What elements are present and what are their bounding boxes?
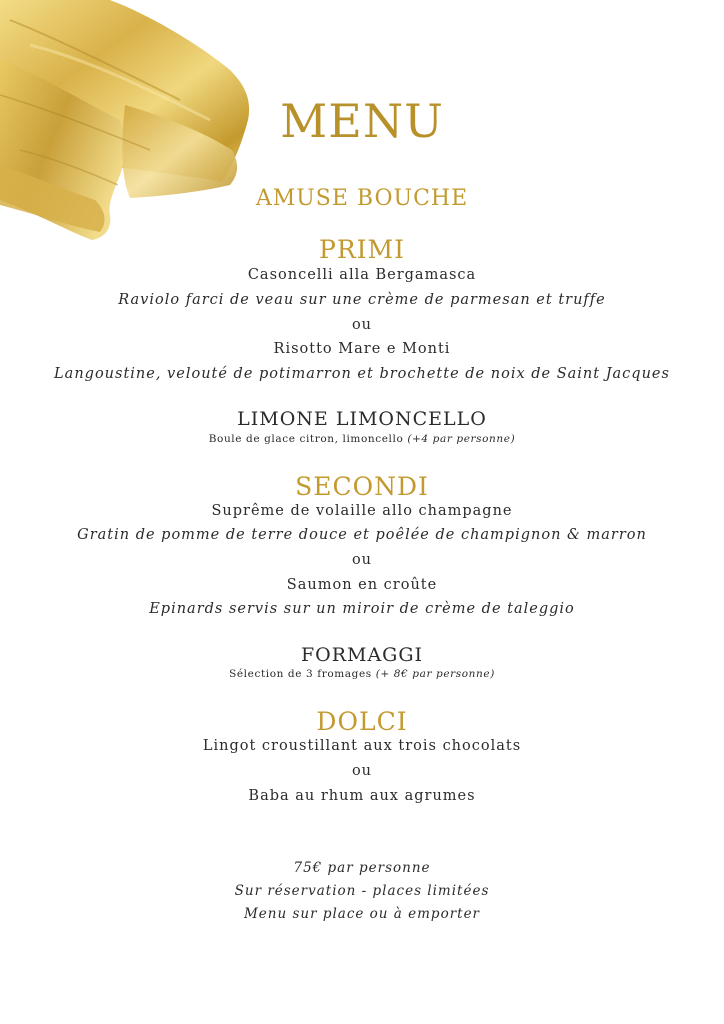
dolci-heading: DOLCI [316,707,408,736]
secondi-or: ou [351,552,373,568]
secondi-dish-1: Suprême de volaille allo champagne [211,503,513,519]
limone-description [0,434,724,445]
footer-price: 75€ par personne [293,860,431,876]
footer-takeaway: Menu sur place ou à emporter [243,906,481,922]
primi-dish-2: Risotto Mare e Monti [273,341,451,357]
limone-heading: LIMONE LIMONCELLO [237,408,487,430]
secondi-dish-2: Saumon en croûte [286,577,438,593]
secondi-heading: SECONDI [295,472,429,501]
formaggi-description-text: Sélection de 3 fromages [229,668,376,680]
formaggi-description [0,669,724,680]
formaggi-heading: FORMAGGI [300,644,424,666]
primi-heading: PRIMI [319,235,405,264]
dolci-or: ou [351,763,373,779]
secondi-dish-2-description: Epinards servis sur un miroir de crème de taleggio [149,601,575,617]
primi-or: ou [351,317,373,333]
menu-title: MENU [280,94,444,148]
limone-description-text: Boule de glace citron, limoncello [208,433,408,445]
limone-extra-price: (+4 par personne) [407,433,516,445]
footer-reservation: Sur réservation - places limitées [234,883,490,899]
primi-dish-1-description: Raviolo farci de veau sur une crème de parmesan et truffe [118,292,606,308]
primi-dish-1: Casoncelli alla Bergamasca [247,267,477,283]
primi-dish-2-description: Langoustine, velouté de potimarron et brochette de noix de Saint Jacques [54,366,670,382]
secondi-dish-1-description: Gratin de pomme de terre douce et poêlée de champignon & marron [77,527,647,543]
amuse-bouche-heading: AMUSE BOUCHE [255,186,469,211]
dolci-dish-2: Baba au rhum aux agrumes [248,788,476,804]
formaggi-extra-price: (+ 8€ par personne) [375,668,495,680]
dolci-dish-1: Lingot croustillant aux trois chocolats [202,738,522,754]
